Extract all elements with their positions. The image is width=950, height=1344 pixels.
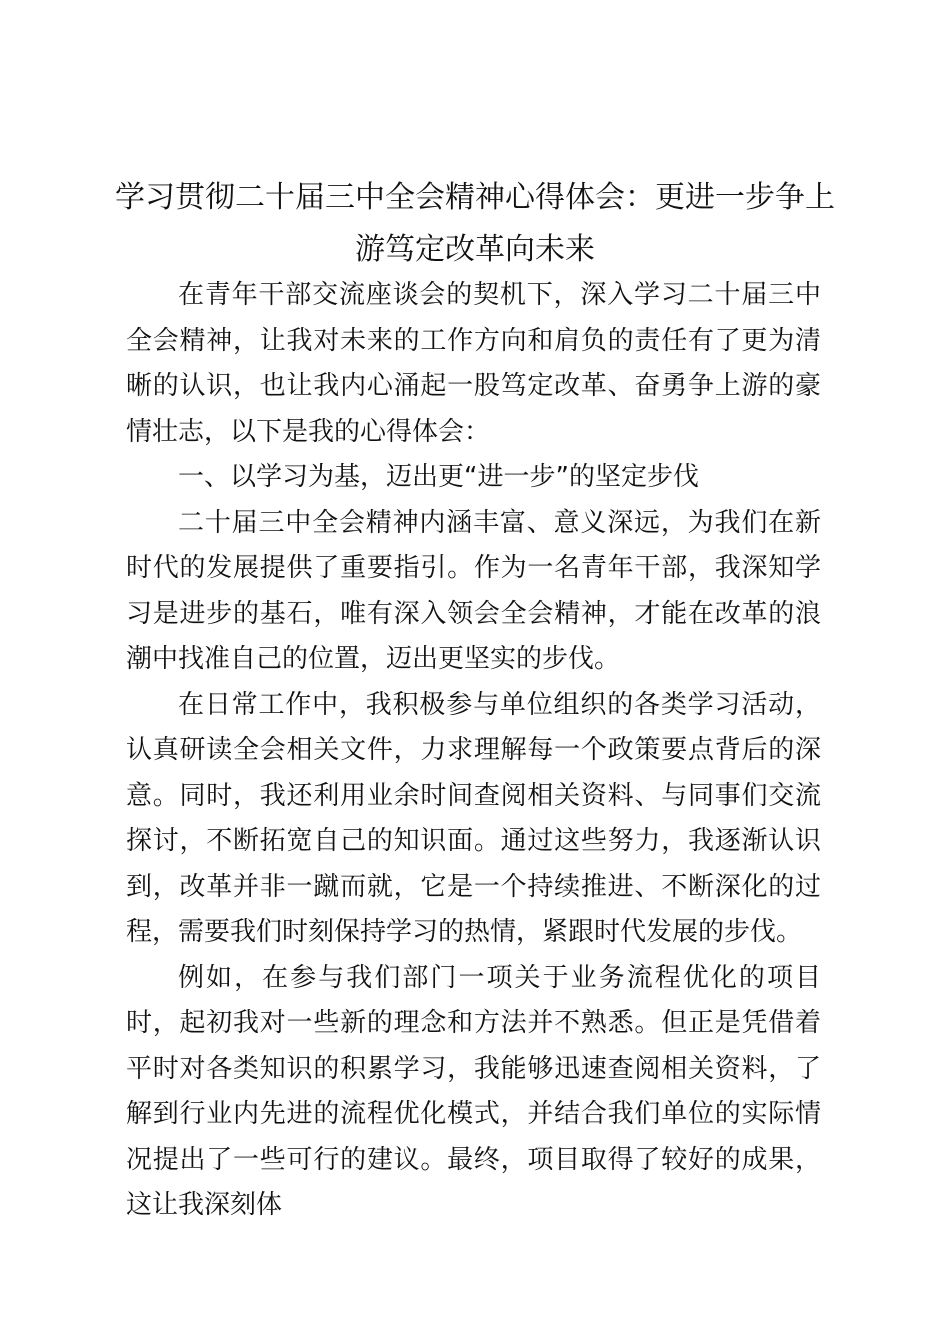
body-paragraph: 例如，在参与我们部门一项关于业务流程优化的项目时，起初我对一些新的理念和方法并不熟悉。但正是凭借着平时对各类知识的积累学习，我能够迅速查阅相关资料，了解到行业内先进的流程优化模式，并结合我们单位的实际情况提出了一些可行的建议。最终，项目取得了较好的成果，这让我深刻体 [126,962,821,1220]
document-title: 学习贯彻二十届三中全会精神心得体会：更进一步争上游笃定改革向未来 [115,180,835,267]
intro-paragraph: 在青年干部交流座谈会的契机下，深入学习二十届三中全会精神，让我对未来的工作方向和肩负的责任有了更为清晰的认识，也让我内心涌起一股笃定改革、奋勇争上游的豪情壮志，以下是我的心得体会： [126,280,821,447]
body-paragraph: 在日常工作中，我积极参与单位组织的各类学习活动，认真研读全会相关文件，力求理解每一个政策要点背后的深意。同时，我还利用业余时间查阅相关资料、与同事们交流探讨，不断拓宽自己的知识面。通过这些努力，我逐渐认识到，改革并非一蹴而就，它是一个持续推进、不断深化的过程，需要我们时刻保持学习的热情，紧跟时代发展的步伐。 [126,689,821,947]
body-paragraph: 二十届三中全会精神内涵丰富、意义深远，为我们在新时代的发展提供了重要指引。作为一名青年干部，我深知学习是进步的基石，唯有深入领会全会精神，才能在改革的浪潮中找准自己的位置，迈出更坚实的步伐。 [126,507,821,674]
document-body [126,273,821,1229]
section-heading: 一、以学习为基，迈出更“进一步”的坚定步伐 [178,462,699,492]
